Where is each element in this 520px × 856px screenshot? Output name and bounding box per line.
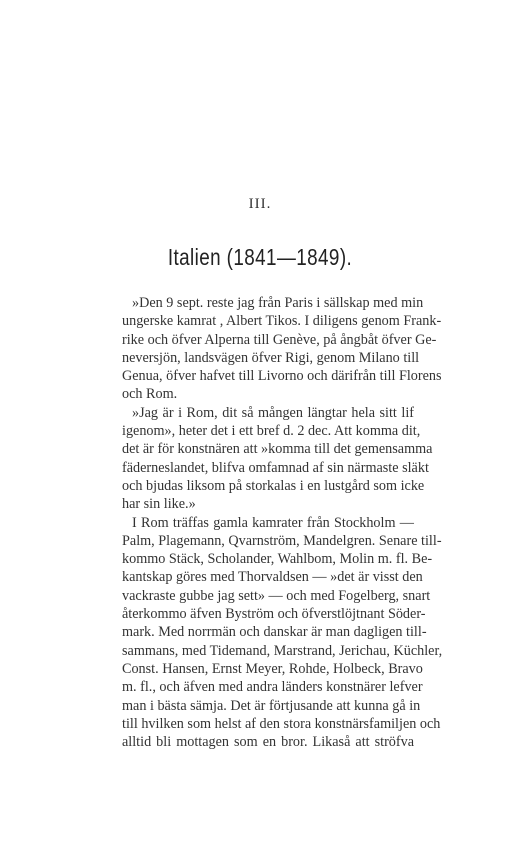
text-line: igenom», heter det i ett bref d. 2 dec. Att komma dit,: [122, 423, 421, 440]
text-line: sammans, med Tidemand, Marstrand, Jerichau, Küchler,: [122, 642, 443, 659]
text-line: kommo Stäck, Scholander, Wahlbom, Molin m. fl. Be-: [122, 551, 433, 568]
text-line: Genua, öfver hafvet till Livorno och därifrån till Florens: [122, 368, 442, 385]
text-line: och bjudas liksom på storkalas i en lustgård som icke: [122, 477, 425, 494]
text-line: fäderneslandet, blifva omfamnad af sin närmaste släkt: [122, 459, 429, 476]
text-line: ungerske kamrat , Albert Tikos. I diligens genom Frank-: [122, 313, 442, 330]
text-line: Palm, Plagemann, Qvarnström, Mandelgren. Senare till-: [122, 532, 442, 549]
text-line: Const. Hansen, Ernst Meyer, Rohde, Holbeck, Bravo: [122, 660, 423, 677]
text-line: återkommo äfven Byström och öfverstlöjtnant Söder-: [122, 606, 426, 623]
text-line: man i bästa sämja. Det är förtjusande att kunna gå in: [122, 697, 421, 714]
chapter-number: III.: [248, 196, 272, 212]
text-line: kantskap göres med Thorvaldsen — »det är visst den: [122, 569, 423, 586]
chapter-title: Italien (1841—1849).: [167, 244, 353, 270]
text-line: vackraste gubbe jag sett» — och med Fogelberg, snart: [122, 587, 431, 604]
text-line: och Rom.: [122, 386, 178, 403]
text-line: mark. Med norrmän och danskar är man dagligen till-: [122, 624, 427, 641]
text-line: har sin like.»: [122, 496, 196, 513]
text-line: det är för konstnären att »komma till det gemensamma: [122, 441, 433, 458]
body-text: [122, 294, 443, 751]
text-line: I Rom träffas gamla kamrater från Stockholm —: [132, 514, 414, 531]
text-line: m. fl., och äfven med andra länders konstnärer lefver: [122, 679, 423, 696]
text-line: neversjön, landsvägen öfver Rigi, genom Milano till: [122, 349, 420, 366]
text-line: »Jag är i Rom, dit så mången längtar hela sitt lif: [132, 404, 414, 421]
text-line: »Den 9 sept. reste jag från Paris i sällskap med min: [132, 295, 424, 311]
text-line: alltid bli mottagen som en bror. Likaså att ströfva: [122, 734, 414, 751]
text-line: rike och öfver Alperna till Genève, på ångbåt öfver Ge-: [122, 331, 437, 348]
text-line: till hvilken som helst af den stora konstnärsfamiljen och: [122, 715, 441, 732]
